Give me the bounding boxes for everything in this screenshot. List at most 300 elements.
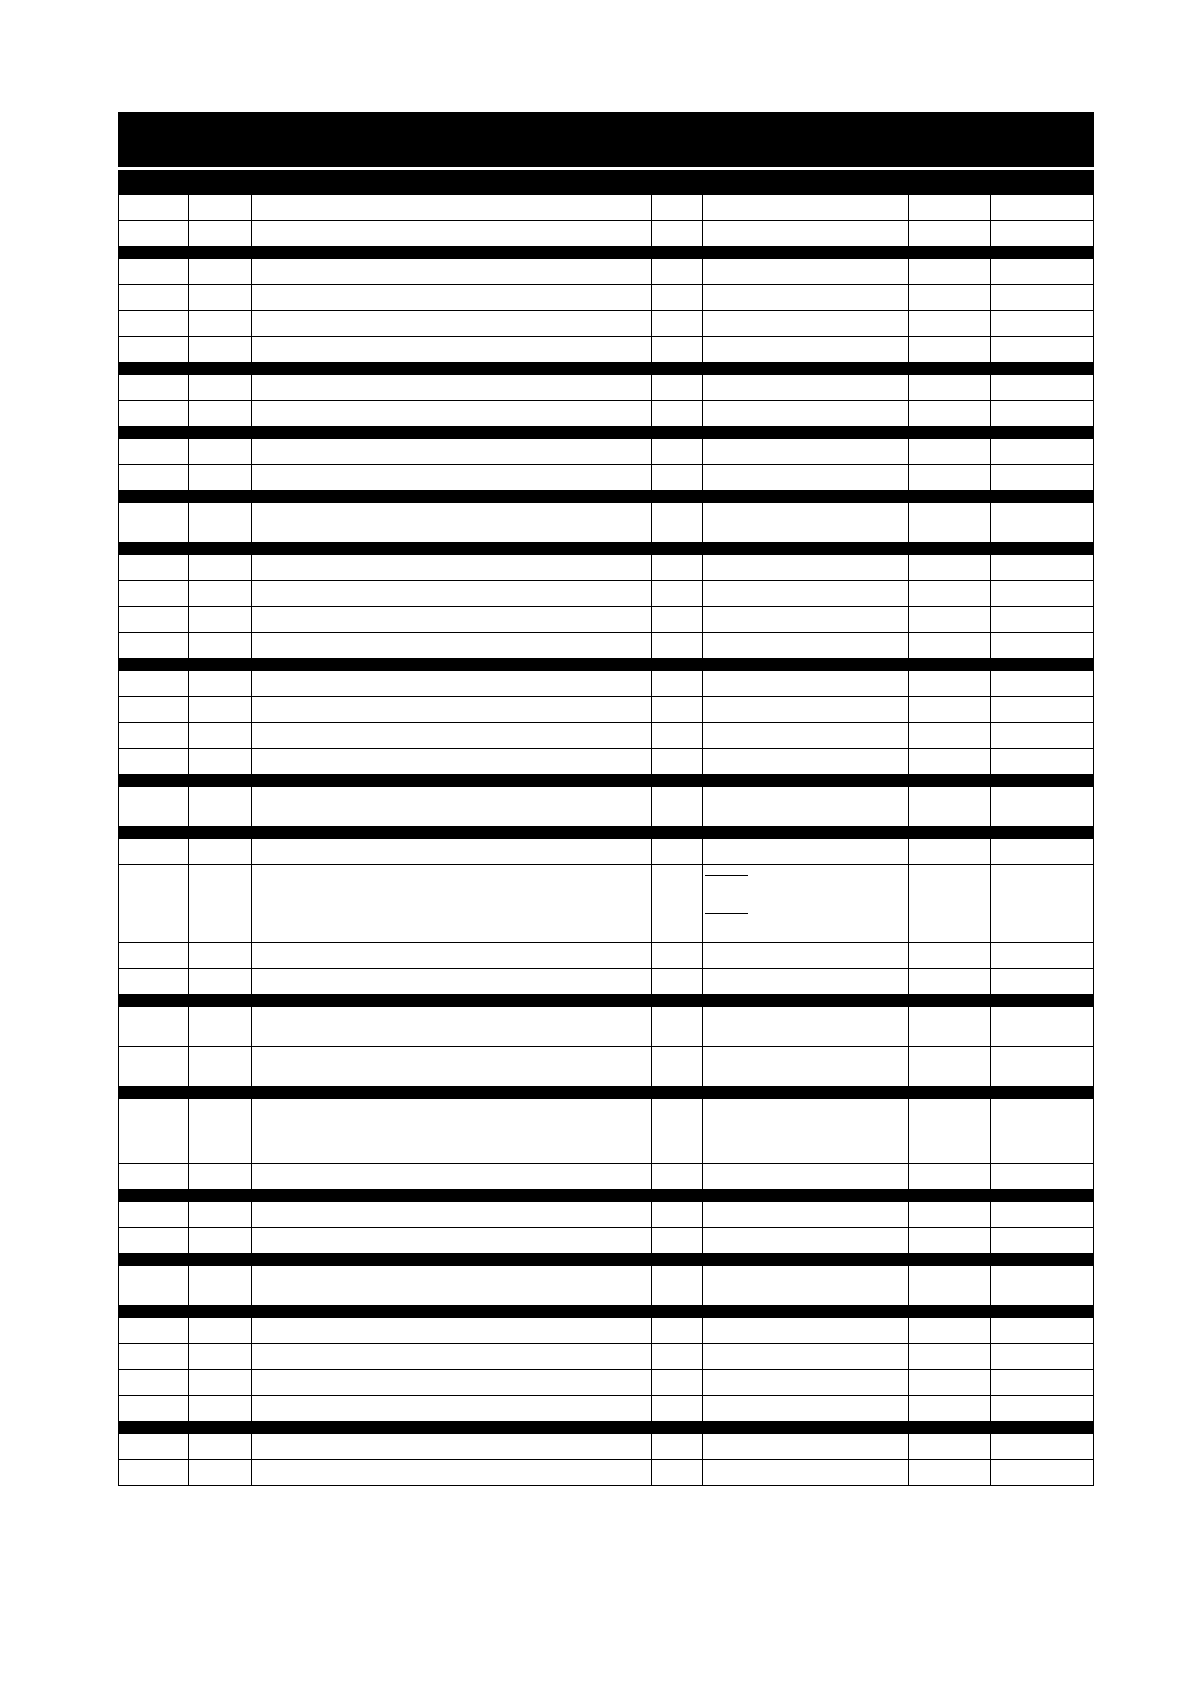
table-cell (909, 723, 991, 748)
table-cell (991, 723, 1093, 748)
table-cell (703, 375, 909, 400)
table-cell (252, 1370, 652, 1395)
table-row (118, 787, 1094, 827)
table-cell (252, 607, 652, 632)
table-cell (703, 503, 909, 542)
table-cell (189, 1202, 252, 1227)
table-cell (189, 465, 252, 490)
section-divider-bar (118, 1306, 1094, 1318)
table-cell (252, 943, 652, 968)
table-cell (991, 555, 1093, 580)
table-cell (252, 1228, 652, 1253)
table-cell (909, 787, 991, 826)
table-cell (252, 1202, 652, 1227)
table-cell (991, 401, 1093, 426)
table-cell (119, 503, 189, 542)
table-cell (189, 581, 252, 606)
table-row (118, 607, 1094, 633)
table-row (118, 1202, 1094, 1228)
table-cell (991, 943, 1093, 968)
table-cell (189, 1318, 252, 1343)
table-cell (119, 671, 189, 696)
section-divider-bar (118, 363, 1094, 375)
table-cell (652, 401, 703, 426)
section-divider-bar (118, 827, 1094, 839)
table-cell (652, 633, 703, 658)
table-cell (119, 1047, 189, 1086)
table-cell (703, 259, 909, 284)
table-cell (119, 723, 189, 748)
table-cell (189, 607, 252, 632)
table-cell (189, 285, 252, 310)
table-cell (252, 259, 652, 284)
table-cell (991, 1007, 1093, 1046)
section-divider-bar (118, 995, 1094, 1007)
table-cell (252, 969, 652, 994)
table-cell (252, 1047, 652, 1086)
table-cell (119, 1318, 189, 1343)
table-cell (703, 1202, 909, 1227)
table-cell (189, 337, 252, 362)
table-cell (252, 465, 652, 490)
table-cell (703, 1396, 909, 1421)
table-cell (652, 1370, 703, 1395)
table-row (118, 401, 1094, 427)
table-cell (252, 1344, 652, 1369)
table-cell (909, 943, 991, 968)
table-cell (703, 1164, 909, 1189)
table-cell (909, 465, 991, 490)
table-cell (189, 195, 252, 220)
table-cell (703, 285, 909, 310)
table-cell (652, 865, 703, 942)
table-cell (652, 749, 703, 774)
table-cell (909, 1228, 991, 1253)
table-cell (909, 195, 991, 220)
table-cell (991, 787, 1093, 826)
table-cell (252, 195, 652, 220)
table-cell (909, 259, 991, 284)
table-cell (119, 1460, 189, 1485)
table-cell (991, 607, 1093, 632)
table-row (118, 375, 1094, 401)
table-cell (119, 865, 189, 942)
table-cell (652, 1099, 703, 1163)
form-title-bar (118, 112, 1094, 167)
section-divider-bar (118, 1254, 1094, 1266)
table-cell (703, 749, 909, 774)
table-row (118, 697, 1094, 723)
table-cell (909, 749, 991, 774)
table-row (118, 1047, 1094, 1087)
table-cell (119, 259, 189, 284)
table-cell (703, 787, 909, 826)
table-cell (909, 311, 991, 336)
header-bar (118, 170, 1094, 195)
table-cell (252, 555, 652, 580)
table-cell (703, 311, 909, 336)
table-cell (252, 375, 652, 400)
table-cell (119, 749, 189, 774)
table-cell (909, 1344, 991, 1369)
table-cell (909, 1396, 991, 1421)
table-cell (189, 439, 252, 464)
table-cell (703, 337, 909, 362)
table-cell (703, 195, 909, 220)
table-cell (652, 1344, 703, 1369)
table-cell (252, 787, 652, 826)
table-cell (991, 1228, 1093, 1253)
section-divider-bar (118, 1190, 1094, 1202)
table-cell (189, 865, 252, 942)
table-cell (652, 943, 703, 968)
table-cell (652, 555, 703, 580)
table-cell (189, 723, 252, 748)
table-cell (189, 1007, 252, 1046)
table-cell (119, 607, 189, 632)
table-cell (189, 633, 252, 658)
table-cell (909, 503, 991, 542)
table-cell (991, 1099, 1093, 1163)
table-cell (189, 311, 252, 336)
table-cell (189, 671, 252, 696)
section-divider-bar (118, 491, 1094, 503)
table-cell (119, 1434, 189, 1459)
table-cell (119, 697, 189, 722)
table-cell (119, 1202, 189, 1227)
table-row (118, 1344, 1094, 1370)
table-cell (119, 1099, 189, 1163)
table-cell (703, 723, 909, 748)
table-row (118, 259, 1094, 285)
table-cell (189, 943, 252, 968)
table-cell (119, 787, 189, 826)
table-cell (252, 1164, 652, 1189)
table-cell (909, 555, 991, 580)
table-cell (119, 439, 189, 464)
table-cell (652, 969, 703, 994)
table-cell (703, 865, 909, 942)
table-cell (252, 671, 652, 696)
table-row (118, 723, 1094, 749)
table-cell (703, 439, 909, 464)
table-cell (119, 1228, 189, 1253)
table-cell (703, 1318, 909, 1343)
table-row (118, 865, 1094, 943)
table-row (118, 221, 1094, 247)
table-cell (909, 581, 991, 606)
table-cell (252, 749, 652, 774)
table-cell (991, 465, 1093, 490)
table-cell (991, 337, 1093, 362)
table-cell (703, 839, 909, 864)
table-cell (119, 633, 189, 658)
table-row (118, 195, 1094, 221)
table-cell (252, 723, 652, 748)
table-cell (252, 633, 652, 658)
table-cell (189, 1099, 252, 1163)
section-divider-bar (118, 1422, 1094, 1434)
table-cell (119, 969, 189, 994)
table-cell (189, 221, 252, 246)
table-cell (909, 1370, 991, 1395)
table-cell (909, 337, 991, 362)
section-divider-bar (118, 247, 1094, 259)
table-cell (909, 401, 991, 426)
table-cell (652, 503, 703, 542)
table-cell (119, 221, 189, 246)
table-cell (252, 285, 652, 310)
table-cell (119, 555, 189, 580)
table-cell (652, 697, 703, 722)
table-cell (991, 1318, 1093, 1343)
table-cell (909, 671, 991, 696)
table-cell (652, 607, 703, 632)
section-divider-bar (118, 659, 1094, 671)
table-cell (652, 195, 703, 220)
table-cell (703, 969, 909, 994)
table-cell (252, 1007, 652, 1046)
table-cell (652, 221, 703, 246)
table-cell (991, 1266, 1093, 1305)
table-row (118, 337, 1094, 363)
table-cell (652, 1434, 703, 1459)
table-cell (652, 1164, 703, 1189)
table-cell (991, 633, 1093, 658)
section-divider-bar (118, 543, 1094, 555)
form-sheet (118, 112, 1094, 1486)
table-cell (991, 1396, 1093, 1421)
table-cell (991, 375, 1093, 400)
table-row (118, 1318, 1094, 1344)
table-cell (652, 311, 703, 336)
table-cell (652, 439, 703, 464)
table-row (118, 1434, 1094, 1460)
table-cell (703, 555, 909, 580)
table-cell (189, 787, 252, 826)
table-row (118, 1396, 1094, 1422)
table-row (118, 439, 1094, 465)
table-cell (189, 1228, 252, 1253)
section-divider-bar (118, 1087, 1094, 1099)
table-cell (703, 943, 909, 968)
table-cell (652, 1396, 703, 1421)
table-body (118, 195, 1094, 1486)
table-cell (189, 375, 252, 400)
table-cell (119, 195, 189, 220)
table-cell (252, 697, 652, 722)
table-cell (252, 401, 652, 426)
table-cell (703, 465, 909, 490)
table-cell (652, 671, 703, 696)
table-cell (119, 581, 189, 606)
section-divider-bar (118, 775, 1094, 787)
table-cell (703, 221, 909, 246)
table-cell (652, 1266, 703, 1305)
table-row (118, 633, 1094, 659)
table-cell (252, 439, 652, 464)
table-cell (252, 1318, 652, 1343)
table-cell (909, 1047, 991, 1086)
table-cell (119, 1396, 189, 1421)
table-cell (703, 1434, 909, 1459)
table-row (118, 311, 1094, 337)
table-cell (652, 375, 703, 400)
table-cell (189, 839, 252, 864)
table-cell (189, 1396, 252, 1421)
table-cell (189, 749, 252, 774)
table-cell (909, 697, 991, 722)
table-row (118, 969, 1094, 995)
table-cell (991, 671, 1093, 696)
table-cell (252, 337, 652, 362)
table-cell (652, 1007, 703, 1046)
table-cell (909, 865, 991, 942)
table-cell (652, 465, 703, 490)
table-row (118, 555, 1094, 581)
table-cell (703, 607, 909, 632)
table-cell (252, 1099, 652, 1163)
table-cell (119, 1007, 189, 1046)
table-cell (189, 1460, 252, 1485)
table-row (118, 671, 1094, 697)
table-cell (252, 503, 652, 542)
table-cell (252, 311, 652, 336)
table-row (118, 1007, 1094, 1047)
table-row (118, 1370, 1094, 1396)
table-cell (703, 1460, 909, 1485)
table-cell (189, 503, 252, 542)
table-cell (909, 1099, 991, 1163)
table-cell (991, 503, 1093, 542)
table-cell (252, 1396, 652, 1421)
table-cell (991, 221, 1093, 246)
table-cell (909, 1460, 991, 1485)
table-cell (991, 259, 1093, 284)
table-cell (252, 839, 652, 864)
table-cell (991, 969, 1093, 994)
table-cell (909, 1164, 991, 1189)
table-cell (703, 1047, 909, 1086)
table-cell (703, 1266, 909, 1305)
table-cell (909, 1202, 991, 1227)
table-cell (991, 581, 1093, 606)
table-cell (189, 1266, 252, 1305)
table-cell (119, 1370, 189, 1395)
table-cell (189, 401, 252, 426)
table-cell (991, 1202, 1093, 1227)
table-cell (119, 943, 189, 968)
table-cell (119, 465, 189, 490)
table-cell (909, 1318, 991, 1343)
table-cell (703, 1007, 909, 1046)
table-row (118, 749, 1094, 775)
table-cell (189, 259, 252, 284)
table-cell (252, 1460, 652, 1485)
table-cell (652, 337, 703, 362)
table-cell (909, 633, 991, 658)
table-cell (909, 969, 991, 994)
table-row (118, 1266, 1094, 1306)
table-cell (652, 285, 703, 310)
table-cell (991, 749, 1093, 774)
table-cell (652, 723, 703, 748)
table-cell (652, 581, 703, 606)
table-cell (909, 1007, 991, 1046)
table-cell (189, 697, 252, 722)
table-cell (119, 1164, 189, 1189)
table-cell (909, 285, 991, 310)
table-cell (909, 1266, 991, 1305)
table-cell (991, 1434, 1093, 1459)
table-cell (119, 311, 189, 336)
table-cell (991, 1460, 1093, 1485)
table-cell (119, 1266, 189, 1305)
table-cell (991, 439, 1093, 464)
table-row (118, 1460, 1094, 1486)
table-cell (703, 401, 909, 426)
table-cell (119, 375, 189, 400)
table-cell (652, 787, 703, 826)
table-cell (909, 375, 991, 400)
table-row (118, 465, 1094, 491)
table-cell (703, 1370, 909, 1395)
table-cell (252, 221, 652, 246)
table-cell (991, 865, 1093, 942)
table-cell (991, 839, 1093, 864)
table-cell (703, 671, 909, 696)
table-cell (652, 839, 703, 864)
table-row (118, 581, 1094, 607)
table-cell (652, 1202, 703, 1227)
blank-fill-line (705, 875, 748, 876)
table-cell (909, 439, 991, 464)
table-cell (703, 581, 909, 606)
table-cell (991, 1344, 1093, 1369)
table-cell (909, 1434, 991, 1459)
table-cell (119, 285, 189, 310)
table-cell (991, 1164, 1093, 1189)
section-divider-bar (118, 427, 1094, 439)
table-cell (119, 1344, 189, 1369)
table-cell (652, 259, 703, 284)
table-row (118, 839, 1094, 865)
table-cell (703, 1099, 909, 1163)
table-cell (252, 1434, 652, 1459)
table-cell (652, 1318, 703, 1343)
table-cell (652, 1460, 703, 1485)
table-cell (189, 1047, 252, 1086)
table-cell (703, 697, 909, 722)
table-cell (991, 1047, 1093, 1086)
table-cell (252, 581, 652, 606)
table-row (118, 1164, 1094, 1190)
table-row (118, 1099, 1094, 1164)
table-cell (189, 1164, 252, 1189)
table-cell (991, 195, 1093, 220)
table-cell (703, 1228, 909, 1253)
table-row (118, 943, 1094, 969)
table-cell (991, 1370, 1093, 1395)
table-cell (189, 1344, 252, 1369)
table-cell (119, 401, 189, 426)
table-cell (189, 969, 252, 994)
table-cell (909, 221, 991, 246)
table-cell (189, 1434, 252, 1459)
table-row (118, 503, 1094, 543)
blank-fill-line (705, 913, 748, 914)
table-row (118, 285, 1094, 311)
